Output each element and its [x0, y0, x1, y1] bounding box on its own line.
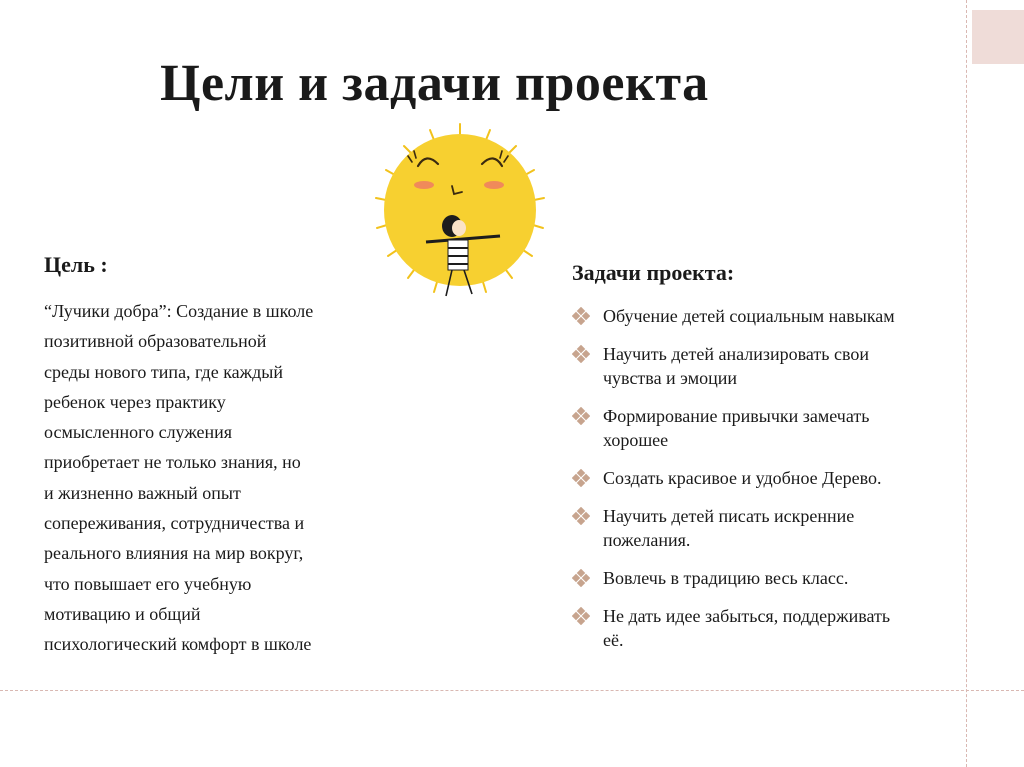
goal-text-line: среды нового типа, где каждый — [44, 361, 283, 382]
task-text: хорошее — [603, 430, 669, 450]
task-item — [572, 504, 972, 552]
goal-text-line: сопереживания, сотрудничества и — [44, 513, 305, 534]
task-text: Формирование привычки замечать — [603, 406, 870, 426]
goal-text-line: ребенок через практику — [44, 391, 226, 412]
task-item — [572, 566, 972, 590]
goal-text-line: позитивной образовательной — [44, 331, 267, 352]
goal-text-line: мотивацию и общий — [44, 603, 201, 624]
diamond-bullet-icon — [572, 345, 590, 363]
diamond-bullet-icon — [572, 307, 590, 325]
goal-text — [44, 296, 404, 660]
diamond-bullet-icon — [572, 469, 590, 487]
corner-accent-block — [972, 10, 1024, 64]
task-text: Научить детей писать искренние — [603, 506, 855, 526]
tasks-list — [572, 304, 972, 652]
task-text: пожелания. — [603, 530, 691, 550]
diamond-bullet-icon — [572, 407, 590, 425]
tasks-heading: Задачи проекта: — [572, 260, 735, 285]
task-text: Научить детей анализировать свои — [603, 344, 869, 364]
goal-text-line: осмысленного служения — [44, 422, 233, 443]
goal-text-line: психологический комфорт в школе — [44, 634, 312, 655]
goal-text-line: реального влияния на мир вокруг, — [44, 543, 304, 564]
task-item — [572, 304, 972, 328]
diamond-bullet-icon — [572, 507, 590, 525]
task-item — [572, 466, 972, 490]
sun-cheek-right — [484, 181, 504, 189]
slide-title: Цели и задачи проекта — [160, 55, 709, 112]
diamond-bullet-icon — [572, 607, 590, 625]
task-text: Создать красивое и удобное Дерево. — [603, 468, 882, 488]
goal-text-line: приобретает не только знания, но — [44, 452, 301, 473]
task-text: Вовлечь в традицию весь класс. — [603, 568, 849, 588]
goal-heading: Цель : — [44, 252, 108, 277]
goal-text-line: и жизненно важный опыт — [44, 482, 241, 503]
task-text: её. — [603, 630, 624, 650]
task-item — [572, 404, 972, 452]
task-text: чувства и эмоции — [603, 368, 738, 388]
horizontal-guide-line — [0, 690, 1024, 691]
sun-illustration — [360, 118, 560, 308]
diamond-bullet-icon — [572, 569, 590, 587]
task-text: Не дать идее забыться, поддерживать — [603, 606, 891, 626]
goal-text-line: что повышает его учебную — [44, 573, 252, 594]
task-item — [572, 604, 972, 652]
task-text: Обучение детей социальным навыкам — [603, 306, 895, 326]
task-item — [572, 342, 972, 390]
goal-text-line: “Лучики добра”: Создание в школе — [44, 301, 314, 321]
sun-cheek-left — [414, 181, 434, 189]
